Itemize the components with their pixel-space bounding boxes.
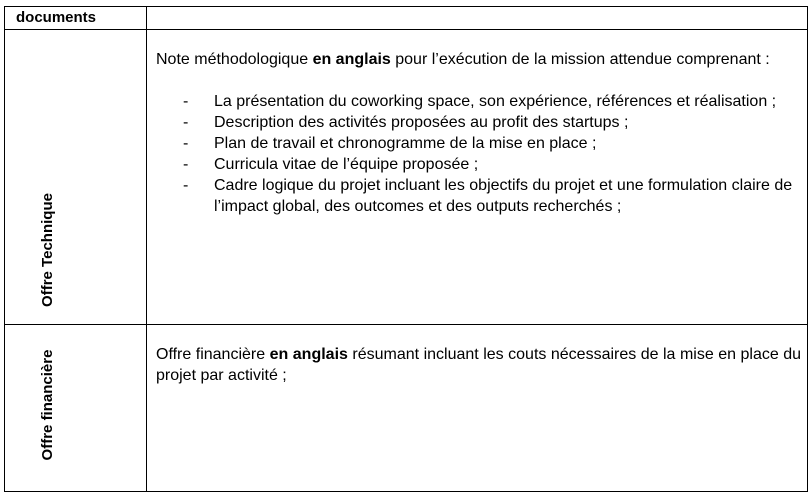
list-item-text: Curricula vitae de l’équipe proposée ; (214, 156, 479, 173)
financiere-text-end: résumant incluant les couts nécessaires de la mise en place du projet par activité ; (156, 346, 802, 384)
column-divider (146, 7, 147, 491)
row-label-offre-financiere: Offre financière (39, 349, 56, 461)
list-item-text: Description des activités proposées au profit des startups ; (214, 114, 629, 131)
list-item (156, 154, 796, 175)
header-row-divider (5, 29, 807, 30)
technique-intro-text: Note méthodologique (156, 51, 313, 68)
table-header-documents: documents (16, 9, 97, 26)
list-item (156, 133, 796, 154)
documents-table (4, 6, 808, 492)
list-item-text: Plan de travail et chronogramme de la mise en place ; (214, 135, 597, 152)
financiere-text: Offre financière (156, 346, 270, 363)
financiere-bold: en anglais (269, 346, 348, 363)
row-label-offre-technique: Offre Technique (39, 193, 56, 307)
bullet-dash: - (183, 177, 189, 194)
list-item-text: La présentation du coworking space, son expérience, références et réalisation ; (214, 93, 777, 110)
technique-intro-text-end: pour l’exécution de la mission attendue comprenant : (390, 51, 770, 68)
bullet-dash: - (183, 156, 189, 173)
list-item (156, 175, 796, 217)
technique-intro (156, 49, 796, 70)
row-divider (5, 324, 807, 325)
offre-technique-content (156, 49, 796, 217)
technique-bullet-list (156, 91, 796, 217)
list-item-text: Cadre logique du projet incluant les objectifs du projet et une formulation claire de l’impact global, des outcomes et des outputs recherchés ; (214, 177, 793, 215)
bullet-dash: - (183, 114, 189, 131)
list-item (156, 91, 796, 112)
technique-intro-bold: en anglais (312, 51, 391, 68)
bullet-dash: - (183, 135, 189, 152)
offre-financiere-content (156, 344, 801, 386)
bullet-dash: - (183, 93, 189, 110)
list-item (156, 112, 796, 133)
